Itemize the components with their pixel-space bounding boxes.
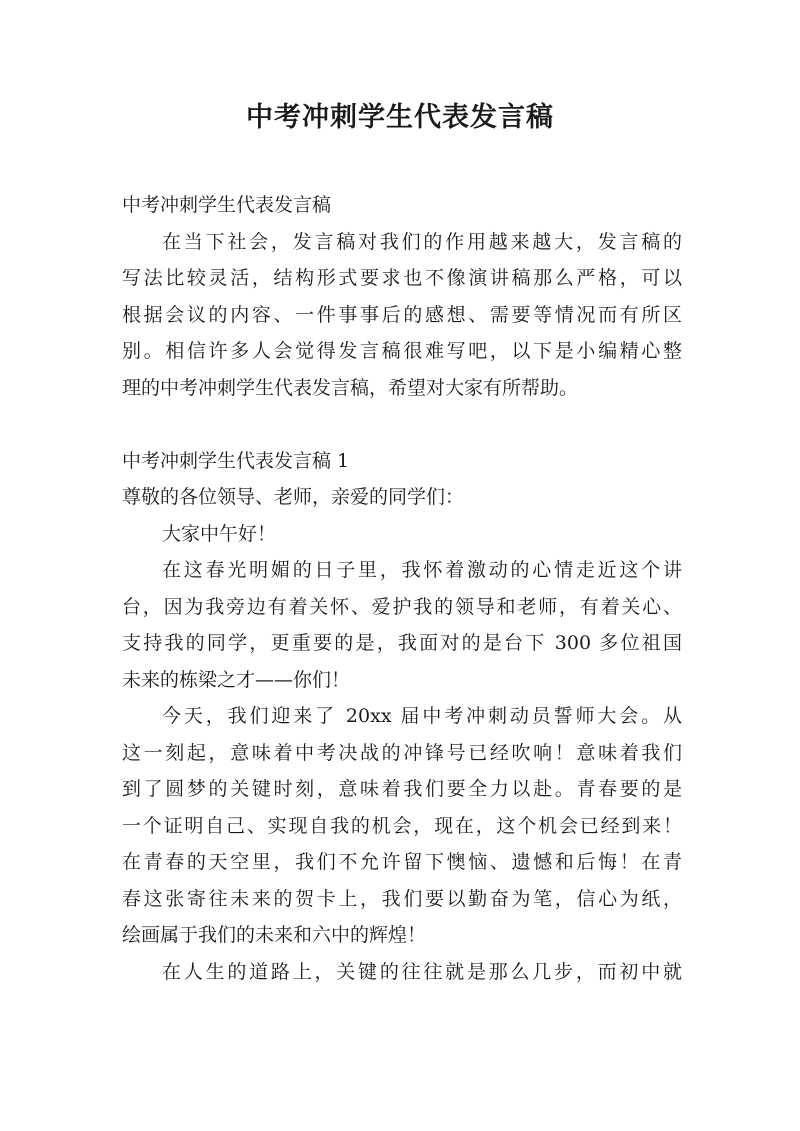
greeting: 大家中午好！ (162, 522, 277, 545)
document-body (122, 187, 682, 990)
paragraph-line: 在人生的道路上，关键的往往就是那么几步，而初中就 (162, 960, 682, 983)
intro-line: 写法比较灵活，结构形式要求也不像演讲稿那么严格，可以 (122, 267, 682, 289)
document-subtitle: 中考冲刺学生代表发言稿 (122, 194, 332, 216)
paragraph-line: 今天，我们迎来了 20xx 届中考冲刺动员誓师大会。从 (162, 705, 682, 727)
paragraph-line: 支持我的同学，更重要的是，我面对的是台下 300 多位祖国 (122, 632, 682, 654)
paragraph-line: 未来的栋梁之才——你们！ (122, 668, 351, 691)
paragraph-line: 绘画属于我们的未来和六中的辉煌！ (122, 924, 427, 946)
paragraph-line: 台，因为我旁边有着关怀、爱护我的领导和老师，有着关心、 (122, 595, 682, 618)
intro-line: 理的中考冲刺学生代表发言稿，希望对大家有所帮助。 (122, 376, 579, 399)
paragraph-line: 在这春光明媚的日子里，我怀着激动的心情走近这个讲 (162, 559, 682, 581)
section-title: 中考冲刺学生代表发言稿 1 (122, 449, 350, 472)
paragraph-line: 春这张寄往未来的贺卡上，我们要以勤奋为笔，信心为纸， (122, 887, 682, 910)
paragraph-spacer (122, 406, 682, 443)
paragraph-line: 这一刻起，意味着中考决战的冲锋号已经吹响！意味着我们 (122, 741, 682, 764)
paragraph-line: 到了圆梦的关键时刻，意味着我们要全力以赴。青春要的是 (122, 778, 682, 800)
paragraph-line: 在青春的天空里，我们不允许留下懊恼、遗憾和后悔！在青 (122, 851, 682, 873)
paragraph-line: 一个证明自己、实现自我的机会，现在，这个机会已经到来！ (122, 814, 682, 837)
document-title: 中考冲刺学生代表发言稿 (246, 102, 554, 133)
intro-line: 别。相信许多人会觉得发言稿很难写吧，以下是小编精心整 (122, 340, 682, 362)
intro-line: 在当下社会，发言稿对我们的作用越来越大，发言稿的 (162, 230, 682, 253)
salutation: 尊敬的各位领导、老师，亲爱的同学们： (122, 486, 465, 508)
intro-line: 根据会议的内容、一件事事后的感想、需要等情况而有所区 (122, 303, 682, 326)
